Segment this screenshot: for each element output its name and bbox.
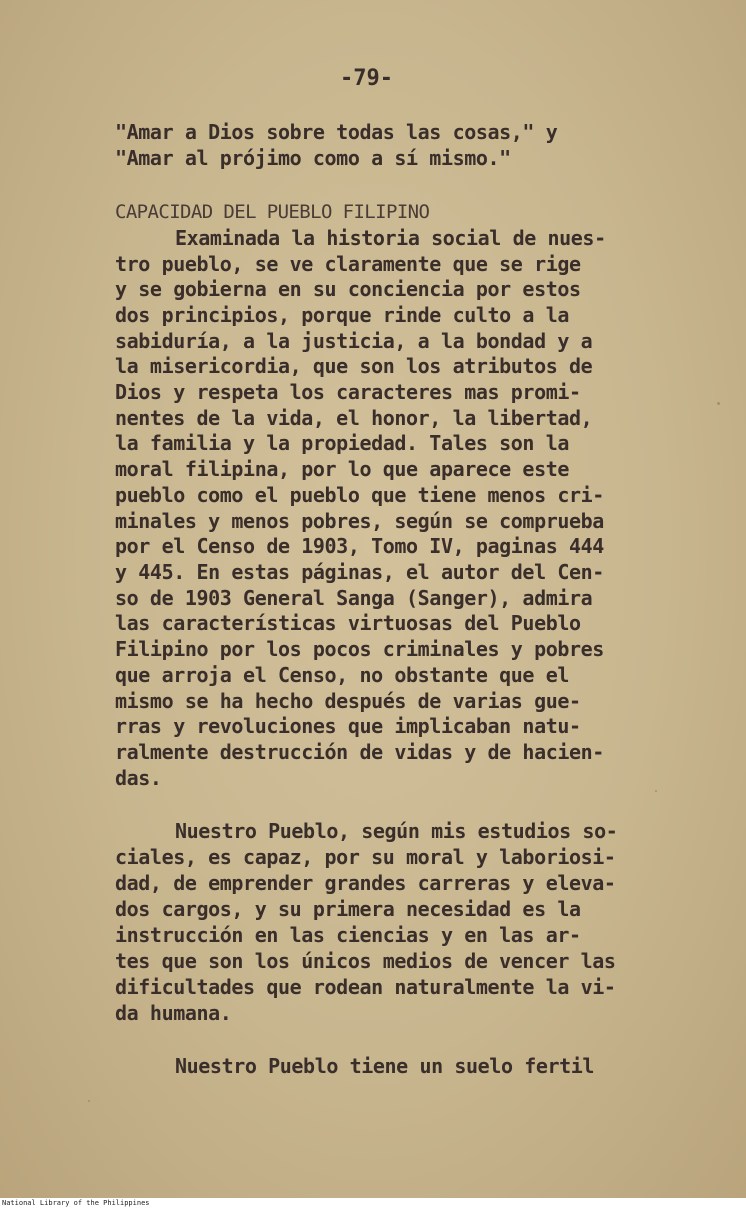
paragraph-line: y se gobierna en su conciencia por estos (115, 277, 581, 301)
paragraph-line: tes que son los únicos medios de vencer las (115, 949, 616, 973)
paragraph-line: que arroja el Censo, no obstante que el (115, 663, 569, 687)
paragraph-line: dificultades que rodean naturalmente la vi- (115, 975, 616, 999)
quote-line: "Amar al prójimo como a sí mismo." (115, 146, 511, 170)
paragraph-line: Filipino por los pocos criminales y pobres (115, 637, 604, 661)
paragraph-line: instrucción en las ciencias y en las ar- (115, 923, 581, 947)
paragraph-line: Nuestro Pueblo, según mis estudios so- (175, 819, 618, 843)
paragraph-line: das. (115, 766, 162, 790)
paragraph-line: dad, de emprender grandes carreras y eleva- (115, 871, 616, 895)
paragraph-line: rras y revoluciones que implicaban natu- (115, 714, 581, 738)
paragraph-line: tro pueblo, se ve claramente que se rige (115, 252, 581, 276)
footer-attribution: National Library of the Philippines (2, 1199, 150, 1207)
paragraph-line: las características virtuosas del Pueblo (115, 611, 581, 635)
paragraph-line: Dios y respeta los caracteres mas promi- (115, 380, 581, 404)
paragraph-line: Examinada la historia social de nues- (175, 226, 606, 250)
paragraph-line: y 445. En estas páginas, el autor del Cen- (115, 560, 604, 584)
paper-speck (88, 1100, 90, 1102)
paragraph-line: moral filipina, por lo que aparece este (115, 457, 569, 481)
paragraph-line: la familia y la propiedad. Tales son la (115, 431, 569, 455)
paragraph-line: dos cargos, y su primera necesidad es la (115, 897, 581, 921)
paragraph-line: ciales, es capaz, por su moral y laboriosi- (115, 845, 616, 869)
paragraph-line: minales y menos pobres, según se comprueba (115, 509, 604, 533)
paper-speck (655, 790, 657, 792)
paragraph-line: nentes de la vida, el honor, la libertad, (115, 406, 593, 430)
paragraph-line: la misericordia, que son los atributos de (115, 354, 593, 378)
page-number: -79- (340, 66, 393, 91)
paragraph-line: da humana. (115, 1001, 232, 1025)
section-heading: CAPACIDAD DEL PUEBLO FILIPINO (115, 201, 430, 223)
paragraph-line: Nuestro Pueblo tiene un suelo fertil (175, 1054, 595, 1078)
paragraph-line: mismo se ha hecho después de varias gue- (115, 689, 581, 713)
paragraph-line: ralmente destrucción de vidas y de hacien- (115, 740, 604, 764)
paragraph-line: pueblo como el pueblo que tiene menos cri- (115, 483, 604, 507)
quote-line: "Amar a Dios sobre todas las cosas," y (115, 120, 558, 144)
paragraph-line: dos principios, porque rinde culto a la (115, 303, 569, 327)
paragraph-line: sabiduría, a la justicia, a la bondad y a (115, 329, 593, 353)
paragraph-line: por el Censo de 1903, Tomo IV, paginas 444 (115, 534, 604, 558)
paper-speck (717, 402, 720, 405)
paragraph-line: so de 1903 General Sanga (Sanger), admira (115, 586, 593, 610)
